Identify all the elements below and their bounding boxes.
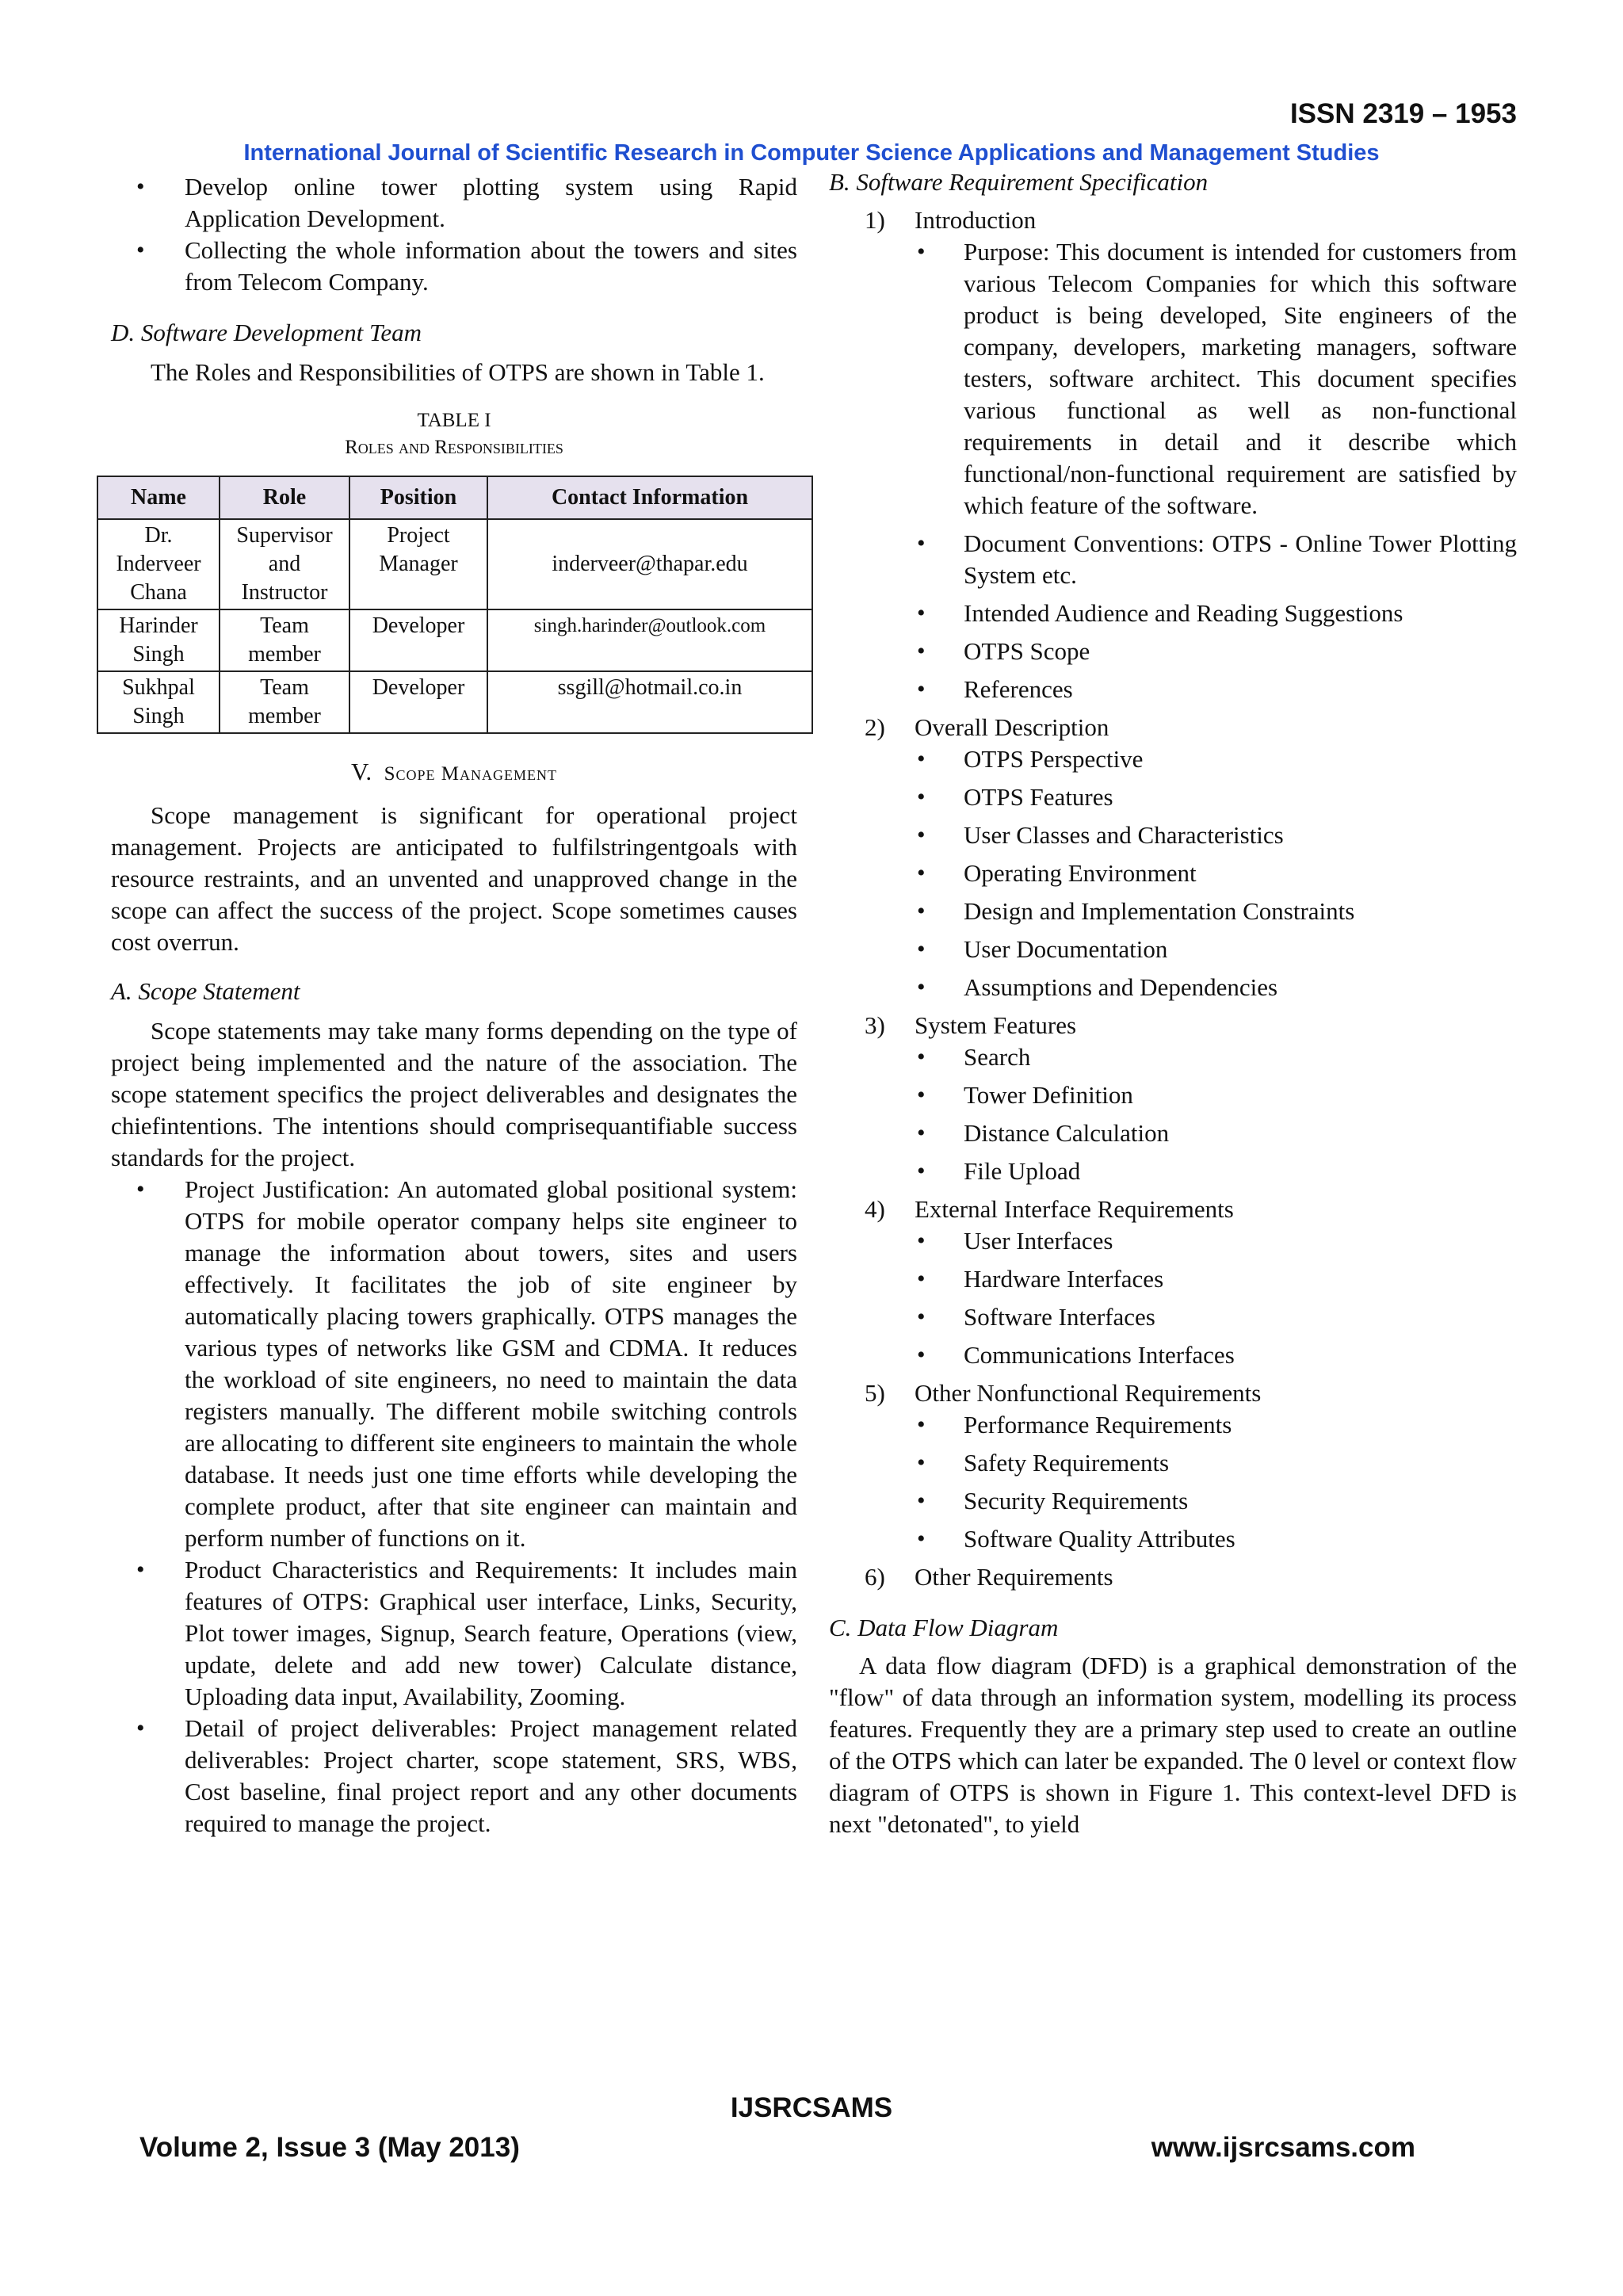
table-header-row [97, 476, 812, 519]
list-item: • Project Justification: An automated global positional system: OTPS for mobile operator company helps site engineer to manage the information about towers, sites and users effectively. It facilitates the job of site engineer by automatically placing towers graphically. OTPS manages the various types of networks like GSM and CDMA. It reduces the workload of site engineers, no need to maintain the data registers manually. The different mobile switching controls are allocating to different site engineers to maintain the whole database. It needs just one time efforts while developing the complete product, after that site engineer can maintain and perform number of functions on it. [111, 1174, 797, 1554]
table-cell: Team member [220, 671, 349, 733]
srs-section [829, 1377, 1517, 1555]
srs-section-title: Other Requirements [915, 1563, 1113, 1591]
journal-title: International Journal of Scientific Research in Computer Science Applications and Management Studies [243, 140, 1380, 166]
list-item: • User Documentation [915, 934, 1517, 965]
list-item: • Hardware Interfaces [915, 1263, 1517, 1295]
list-item: • Communications Interfaces [915, 1339, 1517, 1371]
srs-section-title: Other Nonfunctional Requirements [915, 1379, 1262, 1407]
srs-section [829, 1561, 1517, 1593]
list-item: • Assumptions and Dependencies [915, 972, 1517, 1003]
footer-journal-abbr: IJSRCSAMS [730, 2092, 893, 2123]
scope-bullets [111, 1174, 797, 1839]
srs-section-number: 6) [865, 1563, 885, 1591]
section-b-heading: B. Software Requirement Specification [829, 168, 1209, 196]
table-cell: Developer [349, 671, 487, 733]
table-cell: inderveer@thapar.edu [487, 519, 812, 609]
srs-subitems [915, 743, 1517, 1003]
list-item: • Intended Audience and Reading Suggestions [915, 598, 1517, 629]
scope-statement-paragraph: Scope statements may take many forms depending on the type of project being implemented and the nature of the association. The scope statement specifics the project deliverables and designates the chiefintentions. The intentions should comprisequantifiable success standards for the project. [111, 1017, 797, 1171]
srs-section [829, 712, 1517, 1003]
left-column [111, 171, 797, 1839]
table-cell: Sukhpal Singh [97, 671, 220, 733]
list-item: • Detail of project deliverables: Project management related deliverables: Project charter, scope statement, SRS, WBS, Cost baseline, final project report and any other documents required to manage the project. [111, 1713, 797, 1839]
list-item: • Search [915, 1041, 1517, 1073]
column-header: Position [349, 476, 487, 519]
dfd-paragraph: A data flow diagram (DFD) is a graphical demonstration of the "flow" of data through an information system, modelling its process features. Frequently they are a primary step used to create an outline of the OTPS which can later be expanded. The 0 level or context flow diagram of OTPS is shown in Figure 1. This context-level DFD is next "detonated", to yield [829, 1652, 1517, 1838]
issn-label: ISSN 2319 – 1953 [1289, 98, 1517, 129]
list-item: • File Upload [915, 1156, 1517, 1187]
list-item: • Tower Definition [915, 1079, 1517, 1111]
srs-section-number: 4) [865, 1195, 885, 1223]
list-item: • User Interfaces [915, 1225, 1517, 1257]
srs-subitems [915, 236, 1517, 705]
table-cell: Developer [349, 609, 487, 671]
table-cell: Project Manager [349, 519, 487, 609]
list-item: • Document Conventions: OTPS - Online Tower Plotting System etc. [915, 528, 1517, 591]
srs-section [829, 204, 1517, 705]
table-cell: singh.harinder@outlook.com [487, 609, 812, 671]
srs-subitems [915, 1041, 1517, 1187]
column-header: Contact Information [487, 476, 812, 519]
section-a-heading: A. Scope Statement [111, 977, 300, 1005]
list-item: • OTPS Scope [915, 636, 1517, 667]
srs-outline [829, 204, 1517, 1593]
footer-volume: Volume 2, Issue 3 (May 2013) [139, 2132, 520, 2163]
table-row [97, 671, 812, 733]
footer-website[interactable]: www.ijsrcsams.com [1151, 2132, 1415, 2163]
srs-subitems [915, 1225, 1517, 1371]
srs-section-title: Overall Description [915, 713, 1109, 741]
section-number: V. [350, 758, 372, 785]
table-row [97, 519, 812, 609]
list-item: • Purpose: This document is intended for customers from various Telecom Companies for which this software product is being developed, Site engineers of the company, developers, marketing managers, software testers, software architect. This document specifies various functional as well as non-functional requirements in detail and it describe which functional/non-functional requirement are satisfied by which feature of the software. [915, 236, 1517, 521]
column-header: Role [220, 476, 349, 519]
srs-section [829, 1010, 1517, 1187]
list-item: • OTPS Perspective [915, 743, 1517, 775]
list-item: • Software Quality Attributes [915, 1523, 1517, 1555]
table-cell: Supervisor and Instructor [220, 519, 349, 609]
srs-section-title: External Interface Requirements [915, 1195, 1234, 1223]
srs-section-number: 5) [865, 1379, 885, 1407]
list-item: • Performance Requirements [915, 1409, 1517, 1441]
table-cell: Dr. Inderveer Chana [97, 519, 220, 609]
column-header: Name [97, 476, 220, 519]
scope-management-paragraph: Scope management is significant for operational project management. Projects are anticipated to fulfilstringentgoals with resource restraints, and an unvented and unapproved change in the scope can affect the success of the project. Scope sometimes causes cost overrun. [111, 801, 797, 956]
srs-section [829, 1194, 1517, 1371]
table-row [97, 609, 812, 671]
srs-section-number: 3) [865, 1011, 885, 1039]
list-item: • Develop online tower plotting system using Rapid Application Development. [111, 171, 797, 235]
table-cell: Harinder Singh [97, 609, 220, 671]
list-item: • Collecting the whole information about the towers and sites from Telecom Company. [111, 235, 797, 298]
section-d-text: The Roles and Responsibilities of OTPS are shown in Table 1. [151, 358, 765, 386]
list-item: • Operating Environment [915, 858, 1517, 889]
section-d-heading: D. Software Development Team [111, 319, 422, 346]
srs-section-number: 1) [865, 206, 885, 234]
list-item: • Distance Calculation [915, 1117, 1517, 1149]
roles-table-block [111, 407, 797, 734]
table-label: TABLE I [417, 410, 491, 431]
list-item: • Safety Requirements [915, 1447, 1517, 1479]
list-item: • User Classes and Characteristics [915, 819, 1517, 851]
section-title: Scope Management [384, 763, 558, 785]
table-cell: ssgill@hotmail.co.in [487, 671, 812, 733]
srs-section-title: System Features [915, 1011, 1077, 1039]
srs-subitems [915, 1409, 1517, 1555]
srs-section-number: 2) [865, 713, 885, 741]
list-item: • Product Characteristics and Requirements: It includes main features of OTPS: Graphical user interface, Links, Security, Plot tower images, Signup, Search feature, Operations (view, update, delete and add new tower) Calculate distance, Uploading data input, Availability, Zooming. [111, 1554, 797, 1713]
list-item: • Software Interfaces [915, 1301, 1517, 1333]
table-caption: Roles and Responsibilities [345, 437, 563, 458]
list-item: • Design and Implementation Constraints [915, 896, 1517, 927]
right-column [829, 166, 1517, 1840]
table-cell: Team member [220, 609, 349, 671]
objectives-list [111, 171, 797, 298]
list-item: • References [915, 674, 1517, 705]
roles-table [97, 476, 813, 734]
list-item: • Security Requirements [915, 1485, 1517, 1517]
section-v-heading [111, 756, 797, 790]
list-item: • OTPS Features [915, 781, 1517, 813]
srs-section-title: Introduction [915, 206, 1037, 234]
section-c-heading: C. Data Flow Diagram [829, 1614, 1059, 1641]
